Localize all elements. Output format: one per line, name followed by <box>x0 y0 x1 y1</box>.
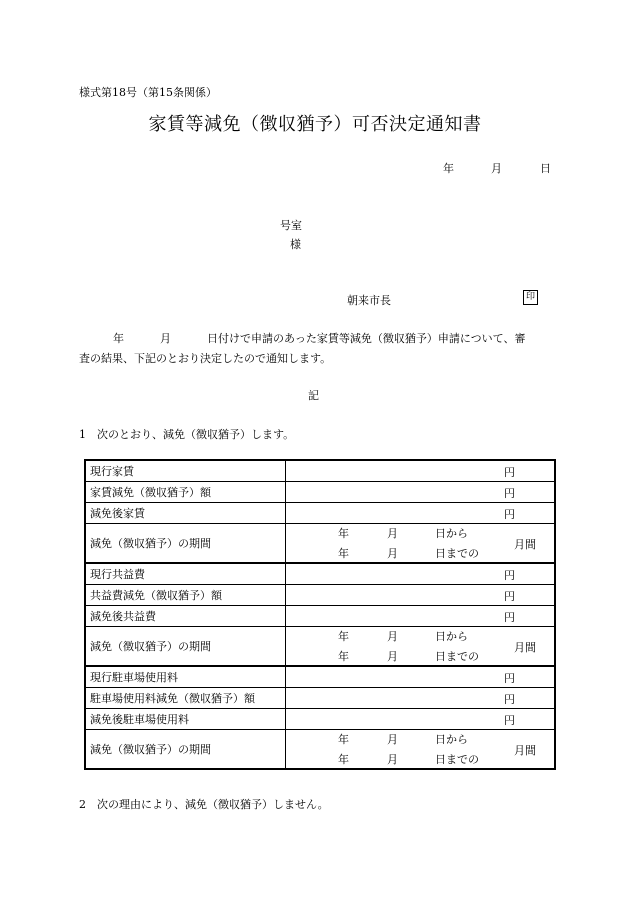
table-row <box>85 585 555 606</box>
row-value-cell <box>286 627 556 667</box>
recipient-honorific: 様 <box>290 238 301 251</box>
table-row <box>85 524 555 564</box>
table-row <box>85 688 555 709</box>
period-months: 月間 <box>514 641 536 654</box>
row-label: 減免後駐車場使用料 <box>85 709 286 730</box>
table-row <box>85 482 555 503</box>
table-row <box>85 627 555 667</box>
table-row <box>85 730 555 770</box>
row-value-cell <box>286 688 556 709</box>
body-month: 月 <box>160 332 171 345</box>
row-label: 減免後家賃 <box>85 503 286 524</box>
body-line-1 <box>113 330 525 346</box>
period-months: 月間 <box>514 538 536 551</box>
row-value-cell <box>286 524 556 564</box>
body-text-1: 日付けで申請のあった家賃等減免（徴収猶予）申請について、審 <box>207 332 526 345</box>
item-1: 1 次のとおり、減免（徴収猶予）します。 <box>79 428 295 441</box>
period-start-day: 日から <box>435 630 468 643</box>
row-label: 減免（徴収猶予）の期間 <box>85 627 286 667</box>
period-end-day: 日までの <box>435 753 479 766</box>
item-2: 2 次の理由により、減免（徴収猶予）しません。 <box>79 798 329 811</box>
yen-unit: 円 <box>504 487 515 500</box>
date-month-label: 月 <box>491 162 502 175</box>
recipient-room: 号室 <box>280 219 302 232</box>
date-day-label: 日 <box>540 162 551 175</box>
period-start-year: 年 <box>338 630 349 643</box>
row-label: 共益費減免（徴収猶予）額 <box>85 585 286 606</box>
period-end-year: 年 <box>338 753 349 766</box>
body-year: 年 <box>113 332 124 345</box>
row-label: 現行駐車場使用料 <box>85 666 286 688</box>
yen-unit: 円 <box>504 508 515 521</box>
period-end-day: 日までの <box>435 547 479 560</box>
period-start-day: 日から <box>435 733 468 746</box>
table-row <box>85 709 555 730</box>
sender-mayor: 朝来市長 <box>347 294 391 307</box>
period-start-day: 日から <box>435 527 468 540</box>
period-start-year: 年 <box>338 527 349 540</box>
period-end-month: 月 <box>387 753 398 766</box>
yen-unit: 円 <box>504 693 515 706</box>
period-end-month: 月 <box>387 650 398 663</box>
row-label: 家賃減免（徴収猶予）額 <box>85 482 286 503</box>
yen-unit: 円 <box>504 714 515 727</box>
row-value-cell <box>286 730 556 770</box>
relief-table <box>84 459 556 770</box>
row-value-cell <box>286 482 556 503</box>
row-value-cell <box>286 585 556 606</box>
ki-heading: 記 <box>308 389 319 402</box>
period-end-month: 月 <box>387 547 398 560</box>
table-row <box>85 503 555 524</box>
yen-unit: 円 <box>504 611 515 624</box>
date-year-label: 年 <box>443 162 454 175</box>
row-value-cell <box>286 709 556 730</box>
period-start-month: 月 <box>387 630 398 643</box>
yen-unit: 円 <box>504 569 515 582</box>
form-number: 様式第18号（第15条関係） <box>79 86 217 99</box>
table-row <box>85 606 555 627</box>
yen-unit: 円 <box>504 590 515 603</box>
body-line-2: 査の結果、下記のとおり決定したので通知します。 <box>79 352 332 365</box>
period-start-month: 月 <box>387 733 398 746</box>
table-row <box>85 563 555 585</box>
seal-box: 印 <box>523 290 538 305</box>
yen-unit: 円 <box>504 466 515 479</box>
row-label: 減免（徴収猶予）の期間 <box>85 730 286 770</box>
row-value-cell <box>286 460 556 482</box>
row-value-cell <box>286 606 556 627</box>
table-row <box>85 666 555 688</box>
row-label: 駐車場使用料減免（徴収猶予）額 <box>85 688 286 709</box>
period-start-year: 年 <box>338 733 349 746</box>
yen-unit: 円 <box>504 672 515 685</box>
period-end-year: 年 <box>338 547 349 560</box>
row-label: 減免（徴収猶予）の期間 <box>85 524 286 564</box>
period-end-day: 日までの <box>435 650 479 663</box>
document-title: 家賃等減免（徴収猶予）可否決定通知書 <box>148 114 482 135</box>
period-end-year: 年 <box>338 650 349 663</box>
period-start-month: 月 <box>387 527 398 540</box>
row-value-cell <box>286 563 556 585</box>
row-value-cell <box>286 666 556 688</box>
period-months: 月間 <box>514 744 536 757</box>
row-value-cell <box>286 503 556 524</box>
row-label: 減免後共益費 <box>85 606 286 627</box>
row-label: 現行家賃 <box>85 460 286 482</box>
row-label: 現行共益費 <box>85 563 286 585</box>
table-row <box>85 460 555 482</box>
